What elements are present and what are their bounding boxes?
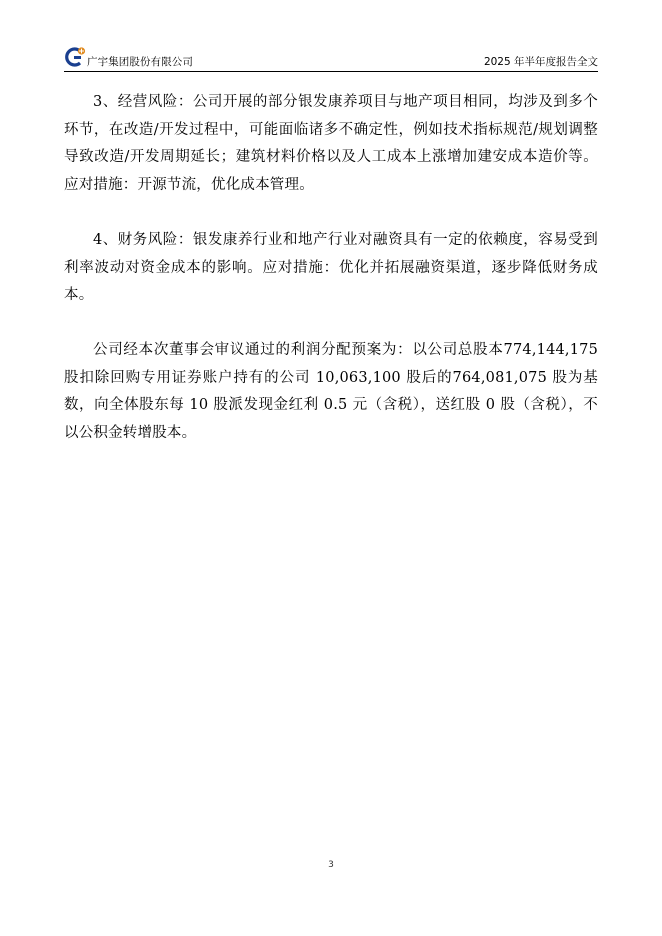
- page-header: [64, 44, 598, 72]
- paragraph-operating-risk: 3、经营风险：公司开展的部分银发康养项目与地产项目相同，均涉及到多个环节，在改造/开发过程中，可能面临诸多不确定性，例如技术指标规范/规划调整导致改造/开发周期延长；建筑材料价格以及人工成本上涨增加建安成本造价等。应对措施：开源节流，优化成本管理。: [64, 94, 598, 193]
- paragraph-profit-distribution: 公司经本次董事会审议通过的利润分配预案为：以公司总股本774,144,175 股扣除回购专用证券账户持有的公司 10,063,100 股后的764,081,075 股为基数，向全体股东每 10 股派发现金红利 0.5 元（含税），送红股 0 股（含税），不以公积金转增股本。: [64, 342, 598, 441]
- header-divider: [64, 71, 598, 72]
- paragraph-financial-risk: 4、财务风险：银发康养行业和地产行业对融资具有一定的依赖度，容易受到利率波动对资金成本的影响。应对措施：优化并拓展融资渠道，逐步降低财务成本。: [64, 232, 598, 303]
- report-title: 2025 年半年度报告全文: [483, 56, 598, 68]
- guangyu-logo-icon: [64, 46, 86, 68]
- page-number: 3: [328, 860, 334, 870]
- company-name: 广宇集团股份有限公司: [87, 56, 193, 68]
